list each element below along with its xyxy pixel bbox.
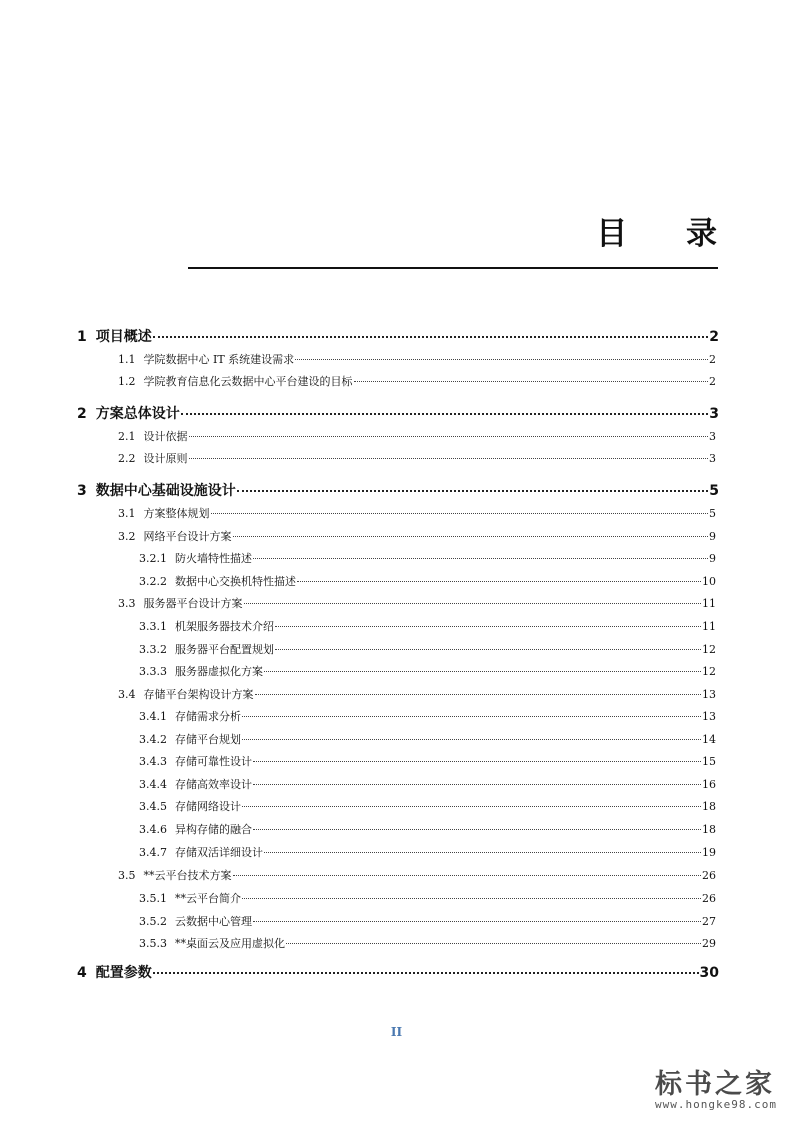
toc-entry-level-2[interactable] (118, 595, 716, 611)
toc-entry-level-3[interactable] (139, 776, 716, 792)
toc-entry-level-2[interactable] (118, 686, 716, 702)
toc-entry-number: 2.1 (118, 430, 136, 443)
toc-entry-number: 3.5.1 (139, 892, 167, 905)
toc-entry-title: 服务器平台配置规划 (175, 643, 274, 656)
toc-dot-leader (295, 359, 708, 360)
toc-dot-leader (286, 943, 701, 944)
toc-entry-title: **云平台简介 (175, 892, 241, 905)
toc-entry-number: 1.2 (118, 375, 136, 388)
toc-dot-leader (242, 739, 701, 740)
toc-dot-leader (211, 513, 709, 514)
toc-entry-title: 存储网络设计 (175, 800, 241, 813)
toc-entry-page: 16 (702, 778, 716, 791)
toc-dot-leader (253, 829, 701, 830)
toc-entry-level-3[interactable] (139, 641, 716, 657)
toc-entry-level-3[interactable] (139, 798, 716, 814)
toc-entry-title: 存储平台规划 (175, 733, 241, 746)
toc-entry-level-1[interactable] (77, 326, 719, 346)
title-divider (188, 267, 718, 269)
toc-entry-number: 1.1 (118, 353, 136, 366)
toc-dot-leader (153, 336, 709, 338)
toc-entry-title: 存储平台架构设计方案 (143, 688, 254, 701)
toc-entry-level-2[interactable] (118, 505, 716, 521)
toc-dot-leader (242, 898, 701, 899)
toc-entry-level-1[interactable] (77, 403, 719, 423)
toc-entry-level-3[interactable] (139, 618, 716, 634)
toc-entry-title: 存储双活详细设计 (175, 846, 263, 859)
toc-entry-level-2[interactable] (118, 373, 716, 389)
toc-entry-level-3[interactable] (139, 731, 716, 747)
toc-entry-level-1[interactable] (77, 480, 719, 500)
toc-entry-number: 3 (77, 483, 87, 499)
toc-entry-title: 学院教育信息化云数据中心平台建设的目标 (143, 375, 353, 388)
toc-entry-page: 29 (702, 937, 716, 950)
toc-dot-leader (275, 649, 701, 650)
watermark-url: www.hongke98.com (655, 1098, 777, 1111)
toc-entry-page: 13 (702, 710, 716, 723)
toc-entry-page: 14 (702, 733, 716, 746)
toc-dot-leader (264, 852, 701, 853)
toc-dot-leader (264, 671, 701, 672)
toc-entry-page: 3 (709, 406, 719, 422)
toc-entry-title: 机架服务器技术介绍 (175, 620, 274, 633)
watermark-logo (629, 1062, 781, 1114)
toc-entry-title: 方案总体设计 (95, 406, 180, 422)
toc-entry-page: 5 (709, 507, 716, 520)
toc-entry-level-2[interactable] (118, 528, 716, 544)
page-title: 目 录 (596, 216, 741, 252)
toc-entry-title: 配置参数 (95, 965, 152, 981)
toc-entry-page: 2 (709, 353, 716, 366)
toc-entry-title: 设计依据 (143, 430, 188, 443)
toc-entry-page: 15 (702, 755, 716, 768)
toc-entry-page: 9 (709, 530, 716, 543)
toc-entry-page: 5 (709, 483, 719, 499)
toc-entry-level-3[interactable] (139, 935, 716, 951)
toc-entry-number: 3.5 (118, 869, 136, 882)
toc-dot-leader (253, 784, 701, 785)
toc-entry-title: **桌面云及应用虚拟化 (175, 937, 285, 950)
toc-entry-page: 9 (709, 552, 716, 565)
toc-entry-title: 方案整体规划 (143, 507, 210, 520)
toc-dot-leader (189, 436, 709, 437)
toc-entry-page: 10 (702, 575, 716, 588)
toc-entry-level-2[interactable] (118, 428, 716, 444)
toc-entry-title: 防火墙特性描述 (175, 552, 252, 565)
toc-entry-title: 网络平台设计方案 (143, 530, 232, 543)
toc-entry-number: 3.4.5 (139, 800, 167, 813)
toc-entry-level-3[interactable] (139, 913, 716, 929)
toc-entry-number: 3.3.2 (139, 643, 167, 656)
toc-entry-page: 11 (702, 597, 716, 610)
toc-entry-number: 3.5.2 (139, 915, 167, 928)
toc-entry-level-2[interactable] (118, 867, 716, 883)
toc-dot-leader (242, 806, 701, 807)
toc-entry-number: 3.2 (118, 530, 136, 543)
toc-dot-leader (244, 603, 702, 604)
toc-entry-page: 3 (709, 430, 716, 443)
toc-entry-title: 数据中心交换机特性描述 (175, 575, 296, 588)
toc-entry-level-2[interactable] (118, 450, 716, 466)
toc-entry-level-3[interactable] (139, 663, 716, 679)
toc-entry-number: 3.4.7 (139, 846, 167, 859)
toc-entry-number: 3.5.3 (139, 937, 167, 950)
toc-entry-number: 3.4.3 (139, 755, 167, 768)
toc-entry-number: 3.3.3 (139, 665, 167, 678)
toc-entry-page: 27 (702, 915, 716, 928)
toc-entry-title: 项目概述 (95, 329, 152, 345)
toc-dot-leader (181, 413, 709, 415)
page-number: II (390, 1025, 403, 1039)
toc-dot-leader (233, 536, 709, 537)
toc-dot-leader (237, 490, 709, 492)
toc-dot-leader (233, 875, 702, 876)
toc-entry-level-3[interactable] (139, 753, 716, 769)
toc-entry-number: 1 (77, 329, 87, 345)
toc-entry-title: 服务器平台设计方案 (143, 597, 243, 610)
toc-entry-number: 3.4.4 (139, 778, 167, 791)
toc-dot-leader (189, 458, 709, 459)
toc-entry-number: 3.4 (118, 688, 136, 701)
watermark-title: 标书之家 (655, 1069, 775, 1100)
toc-entry-level-1[interactable] (77, 962, 719, 982)
toc-entry-page: 19 (702, 846, 716, 859)
toc-entry-page: 30 (699, 965, 719, 981)
toc-entry-number: 2 (77, 406, 87, 422)
toc-entry-number: 2.2 (118, 452, 136, 465)
toc-dot-leader (253, 558, 708, 559)
toc-entry-level-3[interactable] (139, 708, 716, 724)
toc-entry-level-3[interactable] (139, 890, 716, 906)
toc-dot-leader (253, 921, 701, 922)
toc-entry-level-3[interactable] (139, 821, 716, 837)
toc-entry-number: 3.2.1 (139, 552, 167, 565)
toc-entry-title: 云数据中心管理 (175, 915, 252, 928)
toc-entry-page: 2 (709, 329, 719, 345)
toc-entry-title: 异构存储的融合 (175, 823, 252, 836)
toc-entry-page: 18 (702, 800, 716, 813)
toc-dot-leader (275, 626, 701, 627)
toc-entry-number: 3.4.1 (139, 710, 167, 723)
toc-entry-page: 12 (702, 665, 716, 678)
toc-entry-page: 12 (702, 643, 716, 656)
toc-entry-number: 3.4.2 (139, 733, 167, 746)
toc-entry-number: 3.3.1 (139, 620, 167, 633)
toc-entry-title: 存储需求分析 (175, 710, 241, 723)
toc-entry-page: 26 (702, 892, 716, 905)
toc-entry-page: 2 (709, 375, 716, 388)
toc-entry-title: 存储高效率设计 (175, 778, 252, 791)
toc-dot-leader (297, 581, 701, 582)
toc-dot-leader (354, 381, 709, 382)
toc-entry-level-3[interactable] (139, 573, 716, 589)
toc-entry-page: 26 (702, 869, 716, 882)
toc-entry-page: 13 (702, 688, 716, 701)
toc-entry-title: 存储可靠性设计 (175, 755, 252, 768)
toc-entry-number: 3.3 (118, 597, 136, 610)
toc-dot-leader (255, 694, 702, 695)
toc-dot-leader (242, 716, 701, 717)
toc-entry-title: 设计原则 (143, 452, 188, 465)
toc-entry-title: 学院数据中心 IT 系统建设需求 (143, 353, 295, 366)
toc-entry-page: 3 (709, 452, 716, 465)
toc-dot-leader (253, 761, 701, 762)
toc-entry-number: 3.1 (118, 507, 136, 520)
toc-entry-page: 18 (702, 823, 716, 836)
toc-entry-level-3[interactable] (139, 844, 716, 860)
toc-entry-number: 3.2.2 (139, 575, 167, 588)
toc-dot-leader (153, 972, 699, 974)
toc-entry-title: **云平台技术方案 (143, 869, 232, 882)
toc-entry-page: 11 (702, 620, 716, 633)
toc-entry-title: 服务器虚拟化方案 (175, 665, 263, 678)
toc-entry-level-2[interactable] (118, 351, 716, 367)
toc-entry-level-3[interactable] (139, 550, 716, 566)
toc-entry-title: 数据中心基础设施设计 (95, 483, 236, 499)
toc-entry-number: 3.4.6 (139, 823, 167, 836)
toc-entry-number: 4 (77, 965, 87, 981)
